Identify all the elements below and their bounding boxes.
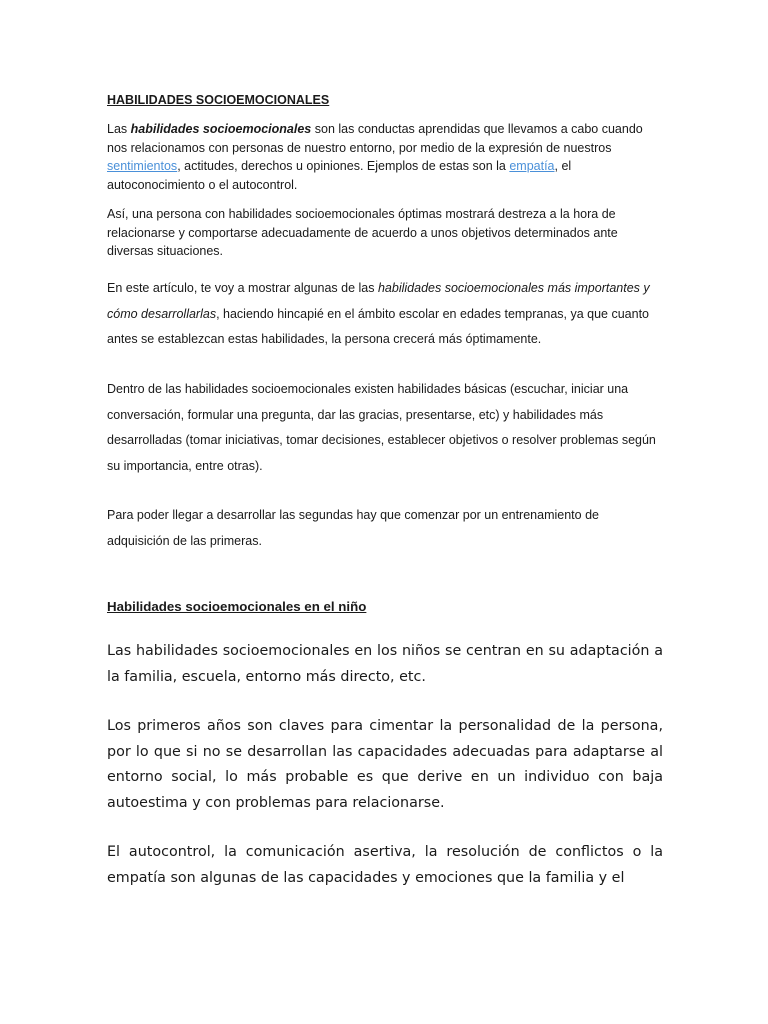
paragraph-primeros-anos: Los primeros años son claves para cimentar la personalidad de la persona, por lo que si no se desarrollan las capacidades adecuadas para adaptarse al entorno social, lo más probable es que derive en un individuo con baja autoestima y con problemas para relacionarse. <box>107 718 663 811</box>
text-run: son las conductas aprendidas que llevamos a cabo cuando nos relacionamos con personas de nuestro entorno, por medio de la expresión de nuestros <box>107 122 643 155</box>
paragraph-definition <box>107 120 663 194</box>
italic-phrase: habilidades socioemocionales más importantes y cómo desarrollarlas <box>107 281 650 321</box>
text-run: , actitudes, derechos u opiniones. Ejemplos de estas son la <box>177 159 510 173</box>
paragraph-ninos: Las habilidades socioemocionales en los niños se centran en su adaptación a la familia, escuela, entorno más directo, etc. <box>107 643 663 685</box>
link-sentimientos[interactable]: sentimientos <box>107 159 178 173</box>
paragraph-segundas: Para poder llegar a desarrollar las segundas hay que comenzar por un entrenamiento de adquisición de las primeras. <box>107 508 599 548</box>
text-run: , el autoconocimiento o el autocontrol. <box>107 159 572 192</box>
paragraph-destreza: Así, una persona con habilidades socioemocionales óptimas mostrará destreza a la hora de relacionarse y comportarse adecuadamente de acuerdo a unos objetivos determinados ante diversas situaciones. <box>107 207 618 258</box>
paragraph-habilidades-basicas: Dentro de las habilidades socioemocionales existen habilidades básicas (escuchar, iniciar una conversación, formular una pregunta, dar las gracias, presentarse, etc) y habilidades más desarrolladas (tomar iniciativas, tomar decisiones, establecer objetivos o resolver problemas según su importancia, entre otras). <box>107 382 656 473</box>
paragraph-autocontrol: El autocontrol, la comunicación asertiva, la resolución de conflictos o la empatía son algunas de las capacidades y emociones que la familia y el <box>107 844 663 886</box>
text-run: , haciendo hincapié en el ámbito escolar en edades tempranas, ya que cuanto antes se establezcan estas habilidades, la persona crecerá más óptimamente. <box>107 306 650 346</box>
paragraph-articulo <box>107 276 663 353</box>
text-run: Las <box>107 122 131 136</box>
link-empatia[interactable]: empatía <box>509 159 555 173</box>
text-run: En este artículo, te voy a mostrar algunas de las <box>107 281 378 295</box>
section-title: Habilidades socioemocionales en el niño <box>107 599 367 614</box>
bold-italic-term: habilidades socioemocionales <box>130 122 312 136</box>
document-title: HABILIDADES SOCIOEMOCIONALES <box>107 93 330 107</box>
